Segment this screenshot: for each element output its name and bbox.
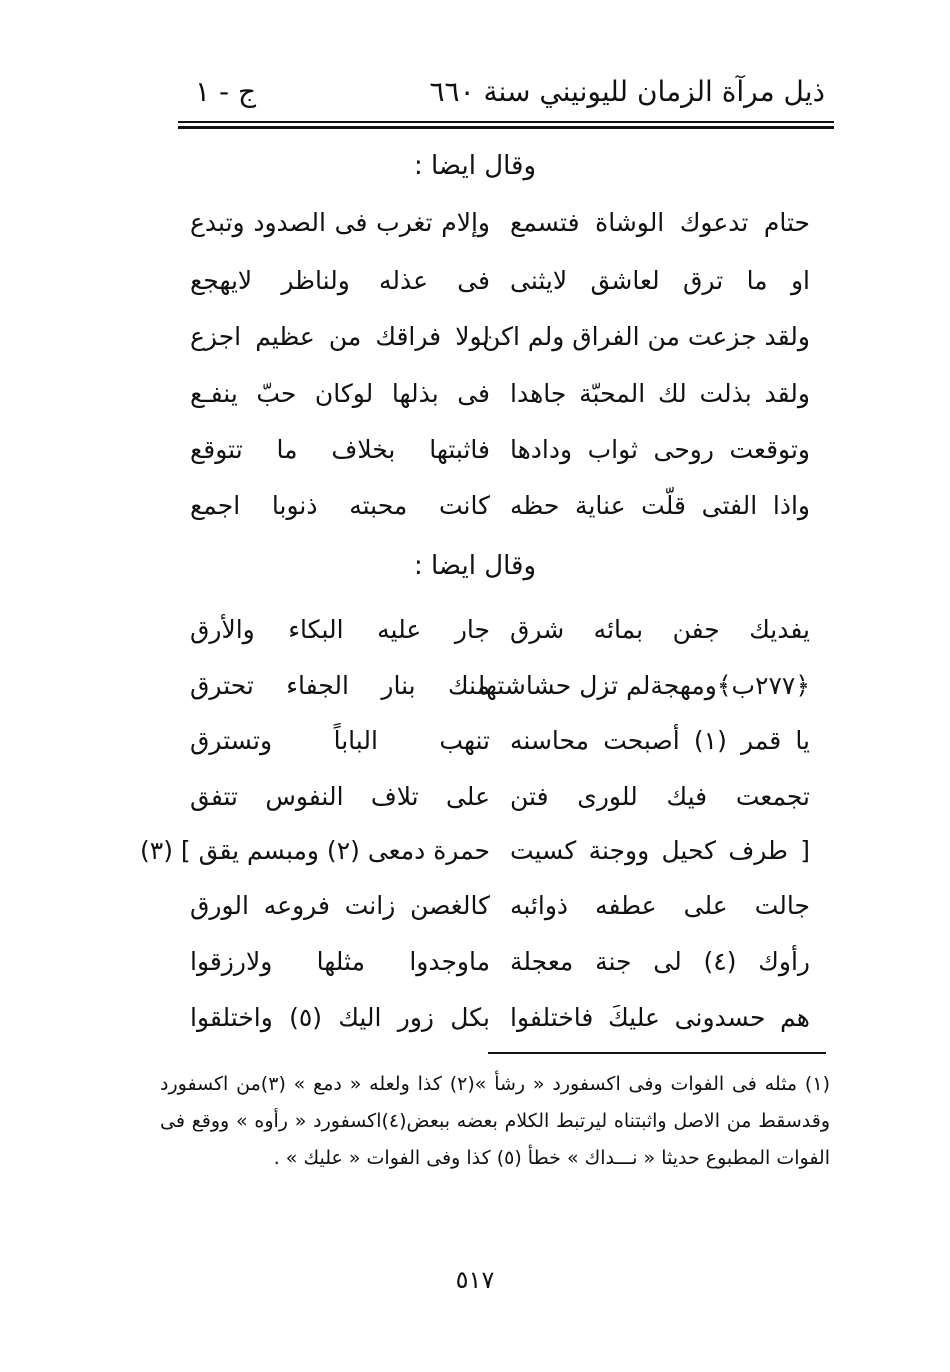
verse-second-hemistich: بكل زور اليك (٥) واختلقوا [190,1003,490,1032]
volume-number: ج - ١ [195,75,257,108]
verse-second-hemistich: ماوجدوا مثلها ولارزقوا [190,947,490,976]
verse-first-hemistich: ولقد جزعت من الفراق ولم اكن [482,322,810,351]
verse-line [190,717,810,765]
verse-line [190,313,810,361]
verse-line [190,370,810,418]
verse-line [190,662,810,710]
verse-second-hemistich: على تلاف النفوس تتفق [190,782,490,811]
verse-line [190,482,810,530]
verse-second-hemistich: منك بنار الجفاء تحترق [190,671,490,700]
verse-second-hemistich: فاثبتها بخلاف ما تتوقع [190,435,490,464]
verse-first-hemistich: رأوك (٤) لى جنة معجلة [510,947,810,976]
verse-first-hemistich: واذا الفتى قلّت عناية حظه [510,491,810,520]
verse-first-hemistich: وتوقعت روحى ثواب ودادها [510,435,810,464]
verse-second-hemistich: فى عذله ولناظر لايهجع [190,266,490,295]
verse-second-hemistich: فى بذلها لوكان حبّ ينفـع [190,379,490,408]
verse-second-hemistich: تنهب الباباً وتسترق [190,726,490,755]
section-heading: وقال ايضا : [413,151,536,181]
verse-first-hemistich: ولقد بذلت لك المحبّة جاهدا [510,379,810,408]
page-header [195,68,825,116]
verse-first-hemistich: [ طرف كحيل ووجنة كسيت [510,836,810,865]
verse-line [190,606,810,654]
verse-first-hemistich: او ما ترق لعاشق لايثنى [510,266,810,295]
verse-line [190,773,810,821]
verse-line [190,938,810,986]
running-title: ذيل مرآة الزمان لليونيني سنة ٦٦٠ [429,75,825,108]
verse-first-hemistich: تجمعت فيك للورى فتن [510,782,810,811]
verse-first-hemistich: يا قمر (١) أصبحت محاسنه [510,726,811,755]
verse-second-hemistich: كالغصن زانت فروعه الورق [190,891,490,920]
verse-second-hemistich: كانت محبته ذنوبا اجمع [190,491,490,520]
verse-line [190,199,810,247]
verse-first-hemistich: ﴿٢٧٧ب﴾ومهجةلم تزل حشاشتها [478,671,810,700]
page-number: ٥١٧ [455,1266,495,1294]
verse-line [190,257,810,305]
verse-first-hemistich: حتام تدعوك الوشاة فتسمع [510,208,810,237]
header-rule-thin [178,121,834,123]
section-heading: وقال ايضا : [413,551,536,581]
verse-first-hemistich: يفديك جفن بمائه شرق [510,615,810,644]
verse-second-hemistich: جار عليه البكاء والأرق [190,615,490,644]
verse-first-hemistich: جالت على عطفه ذوائبه [510,891,810,920]
footnote-rule [488,1052,826,1054]
verse-first-hemistich: هم حسدونى عليكَ فاختلفوا [510,1003,810,1032]
verse-second-hemistich: وإلام تغرب فى الصدود وتبدع [190,208,490,237]
header-rule-thick [178,126,834,129]
verse-second-hemistich: حمرة دمعى (٢) ومبسم يقق ] (٣) [140,836,490,865]
verse-line [190,994,810,1042]
footnote-text: (١) مثله فى الفوات وفى اكسفورد « رشأ »(٢) كذا ولعله « دمع » (٣)من اكسفورد وقدسقط من الاصل واثبتناه ليرتبط الكلام بعضه ببعض(٤)اكسفورد « رأوه » ووقع فى الفوات المطبوع حديثا « نـــداك » خطأ (٥) كذا وفى الفوات « عليك » . [160,1073,830,1169]
verse-line [190,426,810,474]
verse-line [190,882,810,930]
verse-second-hemistich: لولا فراقك من عظيم اجزع [190,322,490,351]
verse-line [140,827,810,875]
footnotes [160,1066,830,1177]
